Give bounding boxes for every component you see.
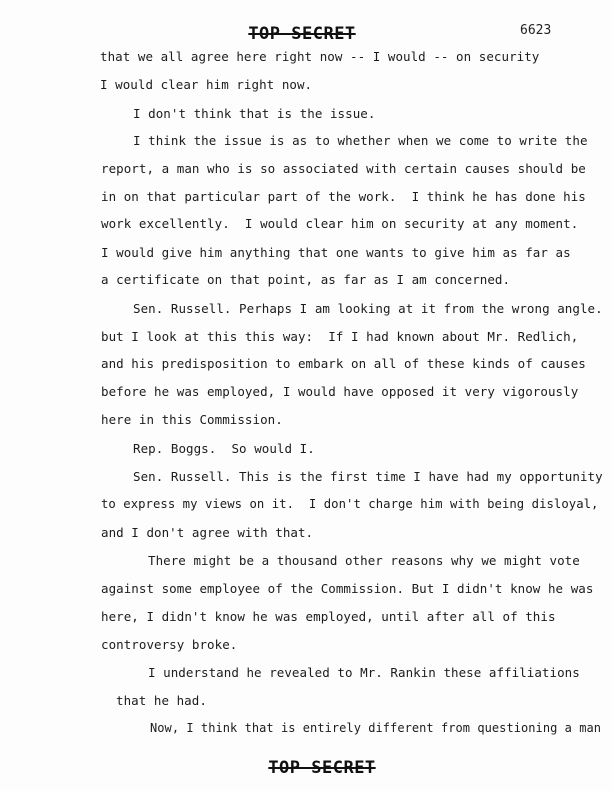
transcript-line: a certificate on that point, as far as I am concerned.: [101, 272, 511, 287]
transcript-line: that we all agree here right now -- I would -- on security: [100, 49, 540, 64]
transcript-line: against some employee of the Commission. But I didn't know he was: [101, 581, 594, 596]
transcript-line: that he had.: [116, 693, 207, 708]
transcript-line: Sen. Russell. This is the first time I have had my opportunity: [133, 469, 603, 484]
transcript-line: I think the issue is as to whether when we come to write the: [133, 133, 588, 148]
transcript-line: work excellently. I would clear him on security at any moment.: [101, 216, 579, 231]
transcript-line: I would give him anything that one wants to give him as far as: [101, 245, 571, 260]
transcript-line: controversy broke.: [101, 637, 238, 652]
transcript-line: I understand he revealed to Mr. Rankin these affiliations: [148, 665, 580, 680]
transcript-line: Sen. Russell. Perhaps I am looking at it from the wrong angle.: [133, 301, 603, 316]
transcript-line: in on that particular part of the work. I think he has done his: [101, 189, 586, 204]
transcript-line: but I look at this this way: If I had known about Mr. Redlich,: [101, 329, 579, 344]
transcript-line: report, a man who is so associated with certain causes should be: [101, 161, 586, 176]
transcript-line: here in this Commission.: [101, 412, 283, 427]
transcript-line: here, I didn't know he was employed, until after all of this: [101, 609, 556, 624]
transcript-line: Rep. Boggs. So would I.: [133, 441, 315, 456]
transcript-line: and I don't agree with that.: [101, 525, 314, 540]
transcript-line: I don't think that is the issue.: [133, 106, 376, 121]
page-number: 6623: [520, 23, 552, 38]
top-classification-stamp: TOP SECRET: [248, 24, 356, 44]
transcript-line: and his predisposition to embark on all of these kinds of causes: [101, 356, 586, 371]
bottom-classification-stamp: TOP SECRET: [268, 758, 376, 778]
transcript-line: Now, I think that is entirely different from questioning a man: [150, 721, 602, 735]
transcript-line: before he was employed, I would have opposed it very vigorously: [101, 384, 579, 399]
transcript-line: I would clear him right now.: [100, 77, 313, 92]
transcript-line: to express my views on it. I don't charge him with being disloyal,: [101, 497, 599, 511]
transcript-line: There might be a thousand other reasons why we might vote: [148, 553, 580, 568]
